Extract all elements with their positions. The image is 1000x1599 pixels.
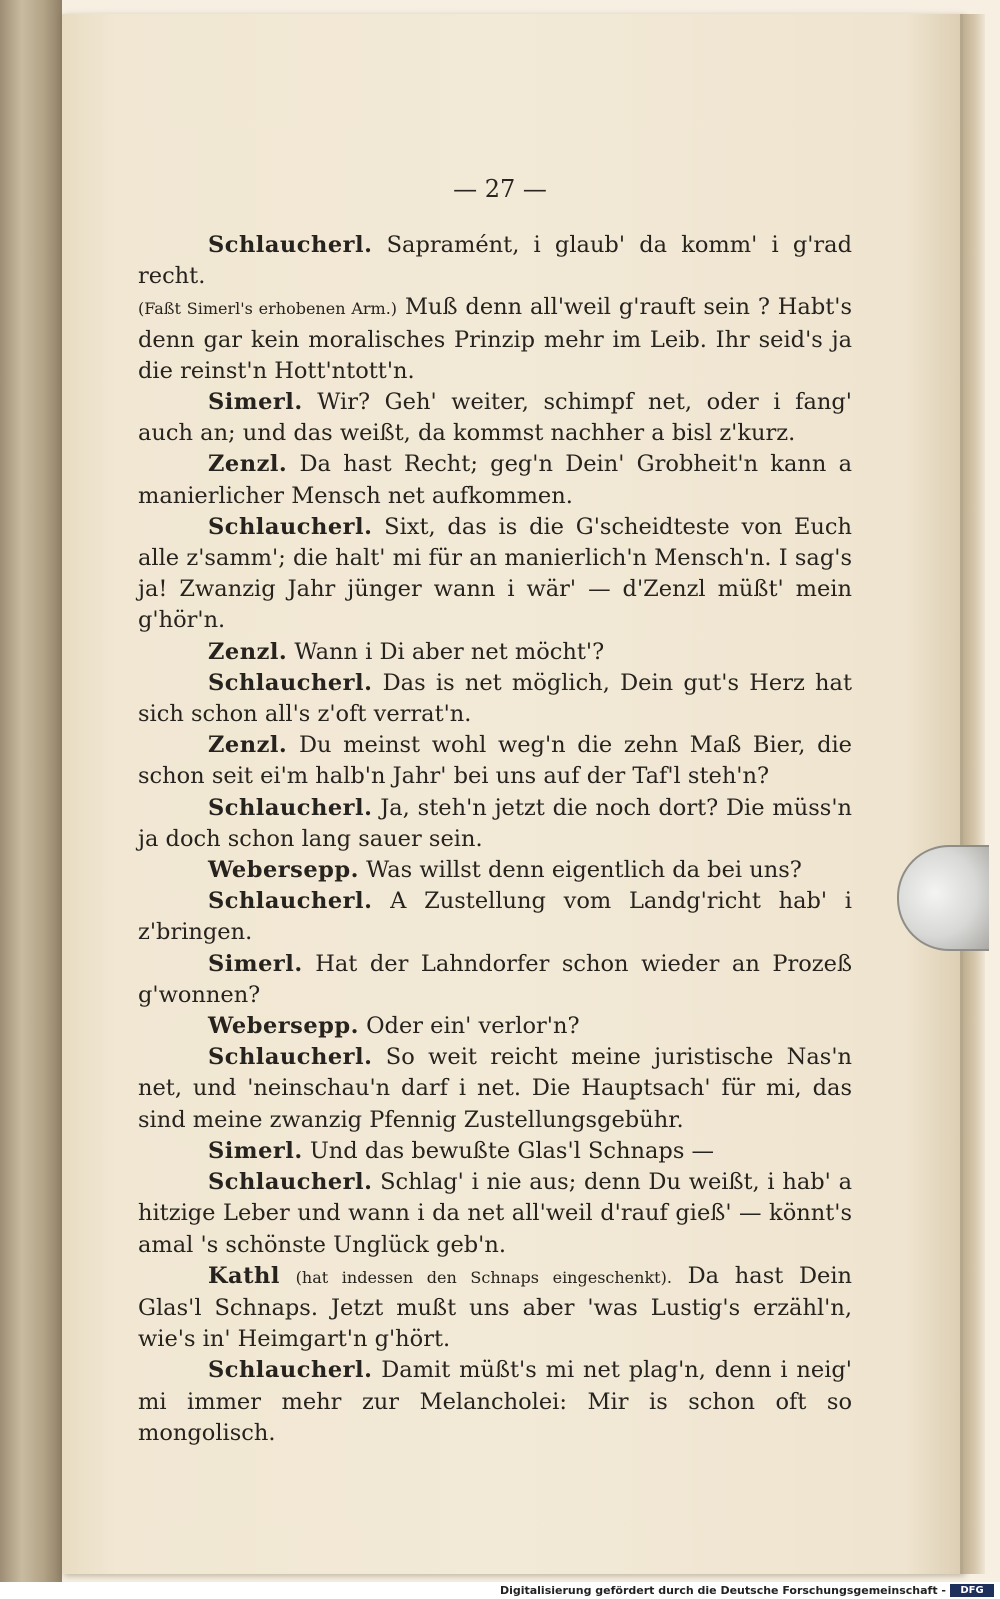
dialogue-line: Schlag' i nie aus; denn Du weißt, i hab' a hitzige Leber und wann i da net all'weil d'rauf gieß' — könnt's amal 's schönste Unglück geb'n.: [138, 1169, 852, 1258]
speaker-name: Schlaucherl.: [208, 232, 373, 258]
speaker-name: Schlaucherl.: [208, 1357, 373, 1384]
dialogue-line: Und das bewußte Glas'l Schnaps —: [309, 1137, 715, 1164]
dialogue-line: So weit reicht meine juristische Nas'n net, und 'neinschau'n darf i net. Die Hauptsach' für mi, das sind meine zwanzig Pfennig Zustellungsgebühr.: [138, 1044, 852, 1133]
speaker-name: Schlaucherl.: [208, 513, 373, 540]
dialogue-line: Ja, steh'n jetzt die noch dort? Die müss'n ja doch schon lang sauer sein.: [138, 794, 853, 852]
dialogue-line: Damit müßt's mi net plag'n, denn i neig' mi immer mehr zur Melancholei: Mir is schon oft so mongolisch.: [138, 1357, 852, 1446]
speaker-name: Simerl.: [208, 950, 303, 977]
speaker-name: Webersepp.: [208, 857, 359, 884]
dialogue-line: Was willst denn eigentlich da bei uns?: [366, 857, 802, 884]
speaker-name: Schlaucherl.: [208, 794, 373, 821]
dialogue-block: [138, 855, 852, 886]
page-edge-right: [963, 14, 985, 1574]
dfg-credit: Digitalisierung gefördert durch die Deutsche Forschungsgemeinschaft -: [499, 1584, 946, 1597]
dialogue-line: Da hast Recht; geg'n Dein' Grobheit'n kann a manierlicher Mensch net aufkommen.: [138, 451, 852, 509]
page-number: — 27 —: [453, 175, 547, 203]
speaker-name: Schlaucherl.: [208, 669, 373, 696]
dialogue-block: [138, 230, 852, 387]
dialogue-line: A Zustellung vom Landg'richt hab' i z'bringen.: [138, 888, 853, 946]
speaker-name: Zenzl.: [208, 732, 288, 759]
dialogue-line: Oder ein' verlor'n?: [366, 1013, 580, 1040]
speaker-name: Schlaucherl.: [208, 888, 373, 915]
dialogue-block: [138, 730, 852, 792]
page-clip: [897, 845, 989, 951]
dialogue-line: Wir? Geh' weiter, schimpf net, oder i fang' auch an; und das weißt, da kommst nachher a bisl z'kurz.: [138, 389, 852, 447]
speaker-name: Simerl.: [208, 389, 303, 416]
stage-direction: (hat indessen den Schnaps eingeschenkt).: [295, 1267, 672, 1287]
dialogue-block: [138, 637, 852, 668]
dialogue-block: [138, 1167, 852, 1261]
dialogue-block: [138, 1355, 852, 1449]
stage-direction: (Faßt Simerl's erhobenen Arm.): [138, 299, 398, 319]
dialogue-line: Hat der Lahndorfer schon wieder an Prozeß g'wonnen?: [138, 950, 853, 1008]
dialogue-line: Das is net möglich, Dein gut's Herz hat sich schon all's z'oft verrat'n.: [138, 669, 852, 728]
dialogue-block: [138, 1042, 852, 1136]
speaker-name: Schlaucherl.: [208, 1169, 373, 1196]
speaker-name: Zenzl.: [208, 638, 288, 665]
dialogue-block: [138, 793, 852, 855]
dialogue-block: [138, 1261, 852, 1356]
dialogue-block: [138, 387, 852, 449]
speaker-name: Kathl: [208, 1262, 280, 1289]
dialogue-block: [138, 1136, 852, 1167]
dialogue-text: [138, 230, 852, 1449]
dialogue-line: Wann i Di aber net möcht'?: [294, 638, 605, 665]
dialogue-block: [138, 449, 852, 511]
dialogue-block: [138, 512, 852, 637]
speaker-name: Webersepp.: [208, 1013, 359, 1040]
dialogue-line: Sixt, das is die G'scheidteste von Euch alle z'samm'; die halt' mi für an manierlich'n Mensch'n. I sag's ja! Zwanzig Jahr jünger wann i wär' — d'Zenzl müßt' mein g'hör'n.: [138, 513, 852, 634]
dialogue-line: Muß denn all'weil g'rauft sein ? Habt's denn gar kein moralisches Prinzip mehr im Leib. Ihr seid's ja die reinst'n Hott'ntott'n.: [138, 294, 853, 384]
dialogue-block: [138, 949, 852, 1011]
dialogue-block: [138, 886, 852, 948]
dfg-logo: DFG: [950, 1584, 994, 1597]
dialogue-line: Da hast Dein Glas'l Schnaps. Jetzt mußt uns aber 'was Lustig's erzähl'n, wie's in' Heimgart'n g'hört.: [138, 1262, 853, 1353]
speaker-name: Schlaucherl.: [208, 1044, 373, 1071]
dialogue-line: Sapramént, i glaub' da komm' i g'rad recht.: [138, 232, 852, 290]
dialogue-line: Du meinst wohl weg'n die zehn Maß Bier, die schon seit ei'm halb'n Jahr' bei uns auf der Taf'l steh'n?: [138, 732, 852, 790]
speaker-name: Simerl.: [208, 1137, 303, 1164]
dialogue-block: [138, 668, 852, 730]
book-cover-left: [0, 0, 62, 1582]
dialogue-block: [138, 1011, 852, 1042]
speaker-name: Zenzl.: [208, 451, 288, 478]
